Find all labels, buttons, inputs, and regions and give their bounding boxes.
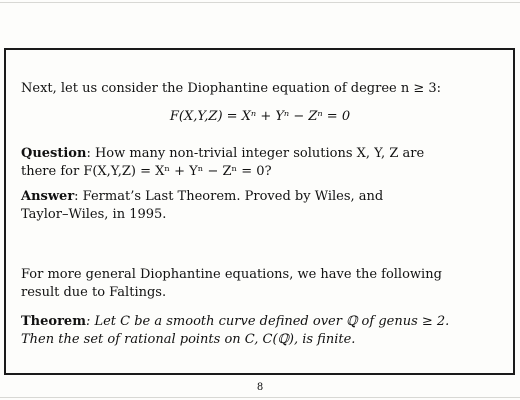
theorem-line-1	[21, 313, 501, 331]
intro-text: Next, let us consider the Diophantine equation of degree n ≥ 3:	[21, 81, 442, 96]
theorem-label: Theorem	[21, 314, 86, 329]
equation: F(X,Y,Z) = Xⁿ + Yⁿ − Zⁿ = 0	[169, 109, 351, 124]
question-label: Question	[21, 146, 87, 161]
page-number: 8	[256, 382, 264, 393]
general-line-1: For more general Diophantine equations, we have the following	[21, 267, 442, 282]
bottom-rule	[0, 397, 520, 398]
answer-line-1	[21, 188, 501, 206]
answer-label: Answer	[21, 189, 75, 204]
theorem-text-1: : Let C be a smooth curve defined over ℚ of genus ≥ 2.	[85, 314, 450, 329]
question-text-1: : How many non-trivial integer solutions X, Y, Z are	[86, 146, 425, 161]
answer-text-1: : Fermat’s Last Theorem. Proved by Wiles, and	[74, 189, 384, 204]
theorem-line-2: Then the set of rational points on C, C(ℚ), is finite.	[21, 332, 356, 347]
general-line-2: result due to Faltings.	[21, 285, 167, 300]
question-line-1	[21, 145, 501, 163]
question-line-2: there for F(X,Y,Z) = Xⁿ + Yⁿ − Zⁿ = 0?	[21, 164, 272, 179]
answer-line-2: Taylor–Wiles, in 1995.	[21, 207, 167, 222]
top-rule	[0, 2, 520, 3]
